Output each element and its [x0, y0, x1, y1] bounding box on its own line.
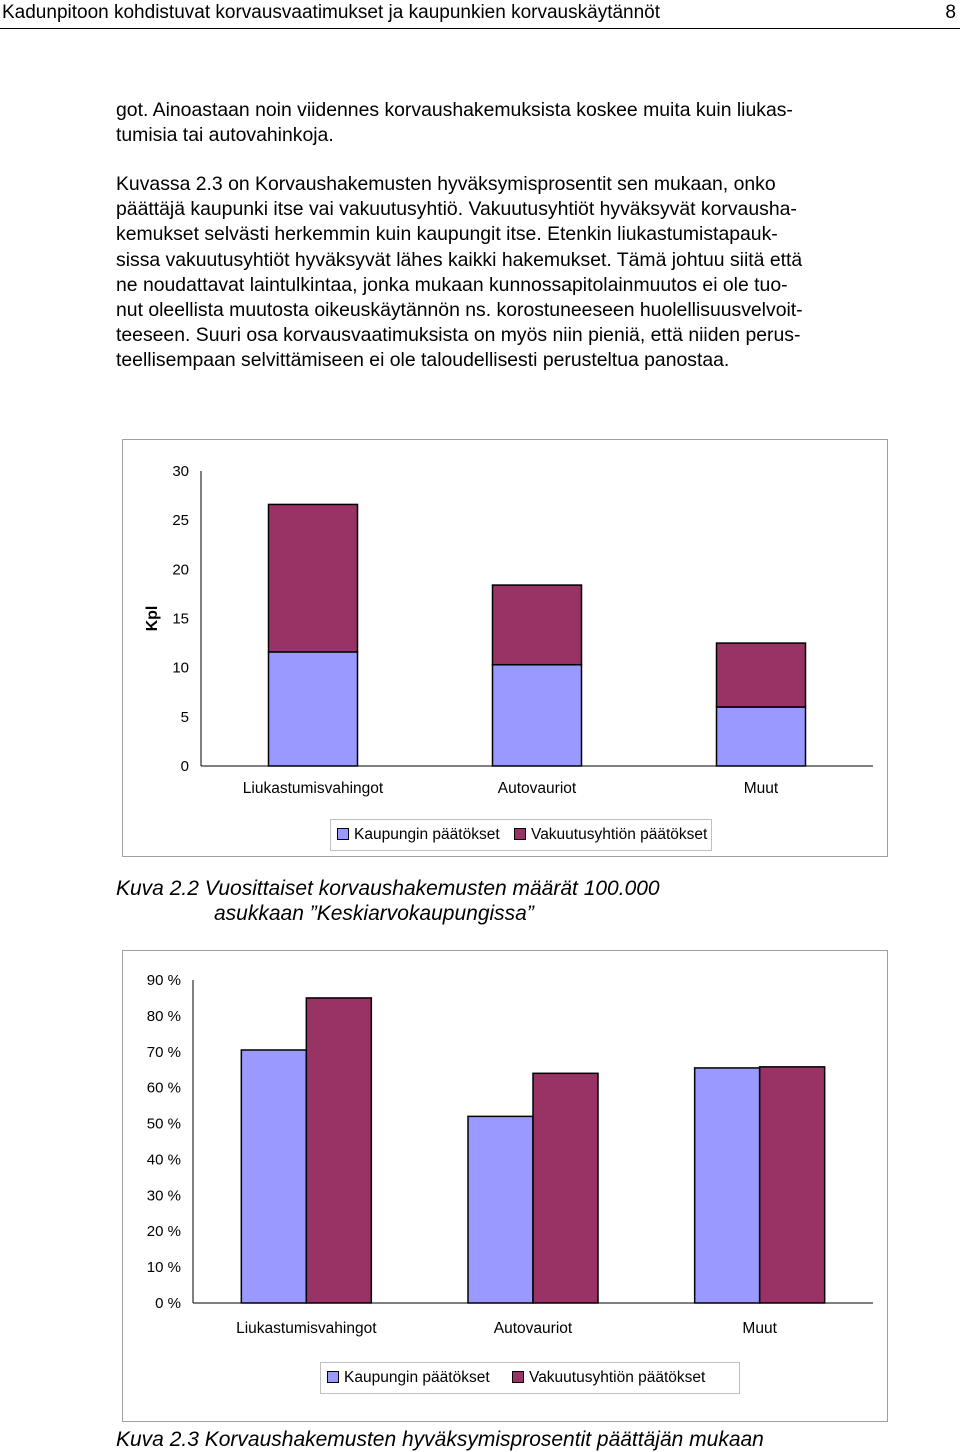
bar — [269, 652, 358, 766]
category-label: Liukastumisvahingot — [236, 1320, 377, 1337]
y-tick-label: 60 % — [146, 1079, 181, 1097]
bar — [269, 504, 358, 652]
paragraph-line: päättäjä kaupunki itse vai vakuutusyhtiö. Vakuutusyhtiöt hyväksyvät korvausha- — [116, 198, 797, 221]
legend-swatch-vakuutusyhtio — [512, 1371, 524, 1383]
page-number: 8 — [945, 2, 956, 23]
y-tick-label: 70 % — [146, 1043, 181, 1061]
legend-label-vakuutusyhtio: Vakuutusyhtiön päätökset — [529, 1369, 706, 1386]
y-tick-label: 20 — [172, 561, 189, 579]
legend-label-kaupunki: Kaupungin päätökset — [344, 1369, 490, 1386]
bar — [493, 585, 582, 665]
legend-item-kaupunki — [327, 1363, 490, 1393]
legend-item-kaupunki — [337, 820, 500, 850]
y-tick-label: 80 % — [146, 1007, 181, 1025]
y-tick-label: 10 % — [146, 1259, 181, 1277]
legend-item-vakuutusyhtio — [514, 820, 707, 850]
category-label: Autovauriot — [493, 1320, 573, 1337]
category-label: Muut — [743, 780, 779, 797]
y-tick-label: 25 — [172, 512, 189, 530]
caption-line: Kuva 2.3 Korvaushakemusten hyväksymisprosentit päättäjän mukaan — [116, 1428, 764, 1451]
legend-swatch-vakuutusyhtio — [514, 828, 526, 840]
bar — [493, 665, 582, 766]
bar — [468, 1116, 533, 1303]
y-tick-label: 30 — [172, 463, 189, 480]
chart-applications-count-legend — [330, 819, 712, 851]
bar — [306, 998, 371, 1303]
caption-fig-2-2 — [116, 876, 660, 926]
y-tick-label: 50 % — [146, 1115, 181, 1133]
paragraph-line: nut oleellista muutosta oikeuskäytännön ns. korostuneeseen huolellisuusvelvoit- — [116, 299, 803, 322]
y-tick-label: 15 — [172, 610, 189, 628]
chart-applications-count — [122, 439, 888, 857]
bar — [717, 707, 806, 766]
paragraph-line: sissa vakuutusyhtiöt hyväksyvät lähes kaikki hakemukset. Tämä johtuu siitä että — [116, 248, 803, 271]
legend-item-vakuutusyhtio — [512, 1363, 705, 1393]
paragraph-line: kemukset selvästi herkemmin kuin kaupungit itse. Etenkin liukastumistapauk- — [116, 223, 778, 246]
y-tick-label: 40 % — [146, 1151, 181, 1169]
paragraph-1 — [116, 98, 896, 148]
y-tick-label: 0 — [180, 758, 189, 775]
caption-line: Kuva 2.2 Vuosittaiset korvaushakemusten määrät 100.000 — [116, 877, 660, 900]
y-tick-label: 10 — [172, 659, 189, 677]
paragraph-line: ne noudattavat laintulkintaa, jonka mukaan kunnossapitolainmuutos ei ole tuo- — [116, 273, 788, 296]
y-tick-label: 0 % — [155, 1295, 181, 1312]
legend-label-kaupunki: Kaupungin päätökset — [354, 826, 500, 843]
y-axis-label: Kpl — [144, 605, 161, 632]
bar — [533, 1073, 598, 1303]
y-tick-label: 5 — [180, 708, 189, 726]
chart-approval-percent-legend — [320, 1362, 740, 1394]
category-label: Muut — [742, 1320, 777, 1337]
caption-fig-2-3 — [116, 1427, 764, 1452]
paragraph-2 — [116, 172, 896, 374]
chart-approval-percent-svg — [123, 951, 887, 1421]
y-tick-label: 30 % — [146, 1187, 181, 1205]
paragraph-line: Kuvassa 2.3 on Korvaushakemusten hyväksymisprosentit sen mukaan, onko — [116, 173, 776, 195]
legend-label-vakuutusyhtio: Vakuutusyhtiön päätökset — [531, 826, 708, 843]
chart-approval-percent — [122, 950, 888, 1422]
paragraph-line: got. Ainoastaan noin viidennes korvaushakemuksista koskee muita kuin liukas- — [116, 99, 793, 121]
caption-line: asukkaan ”Keskiarvokaupungissa” — [214, 902, 534, 925]
page-header — [0, 0, 960, 29]
paragraph-line: teeseen. Suuri osa korvausvaatimuksista on myös niin pieniä, että niiden perus- — [116, 324, 801, 347]
legend-swatch-kaupunki — [327, 1371, 339, 1383]
bar — [695, 1068, 760, 1303]
category-label: Liukastumisvahingot — [242, 780, 384, 797]
y-tick-label: 20 % — [146, 1223, 181, 1241]
chart-applications-count-svg — [123, 440, 887, 856]
bar — [717, 643, 806, 707]
paragraph-line: tumisia tai autovahinkoja. — [116, 124, 334, 147]
bar — [760, 1067, 825, 1303]
paragraph-line: teellisempaan selvittämiseen ei ole taloudellisesti perusteltua panostaa. — [116, 349, 730, 372]
y-tick-label: 90 % — [146, 972, 181, 989]
bar — [241, 1050, 306, 1303]
category-label: Autovauriot — [497, 780, 577, 797]
header-title: Kadunpitoon kohdistuvat korvausvaatimukset ja kaupunkien korvauskäytännöt — [2, 2, 661, 23]
legend-swatch-kaupunki — [337, 828, 349, 840]
